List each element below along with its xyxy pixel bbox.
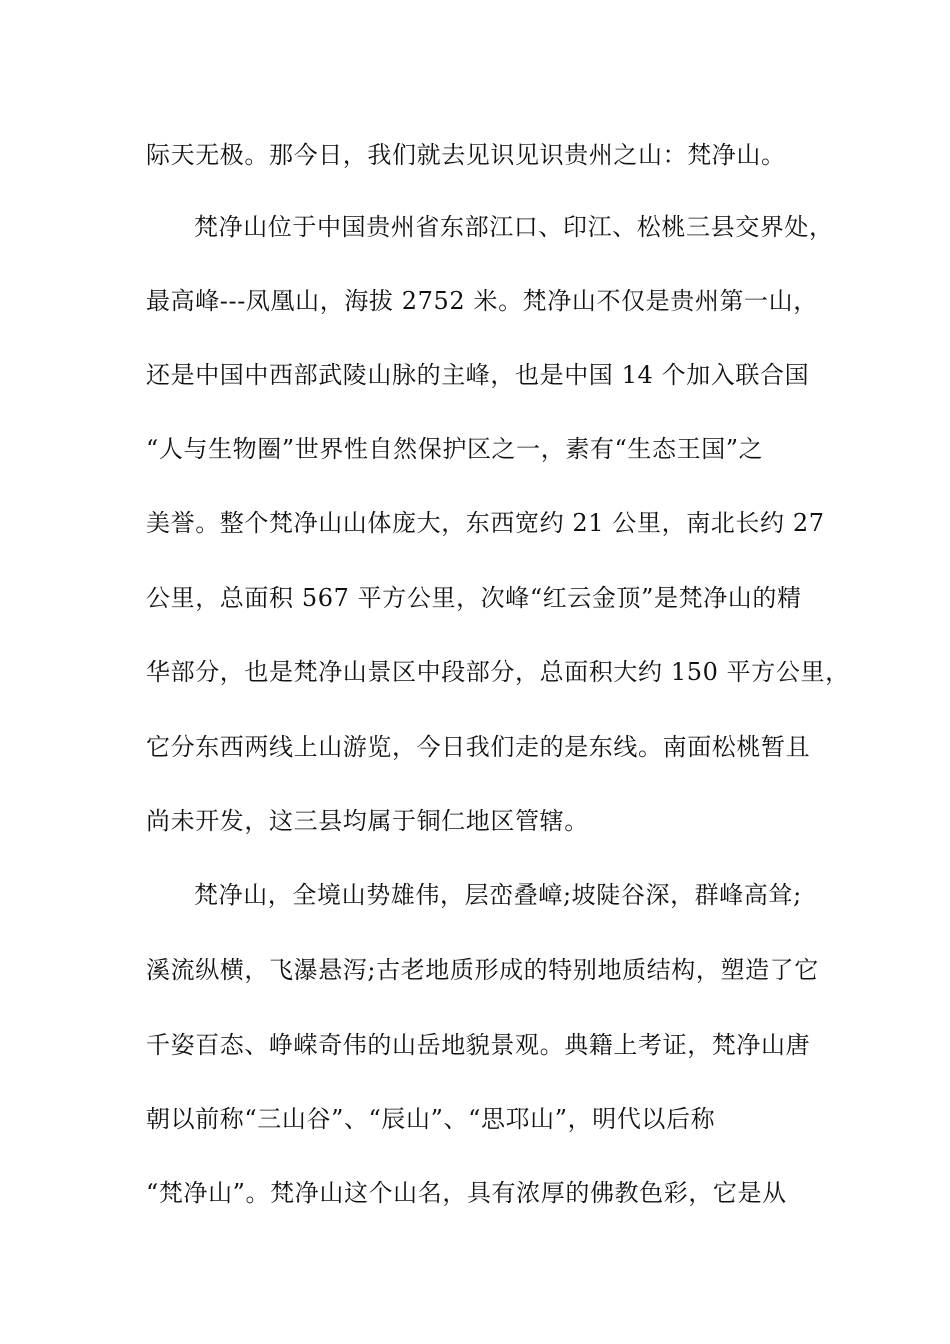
text-line: 美誉。整个梵净山山体庞大，东西宽约 21 公里，南北长约 27 (146, 509, 825, 537)
text-line: 千姿百态、峥嵘奇伟的山岳地貌景观。典籍上考证，梵净山唐 (146, 1031, 811, 1059)
text-line: “梵净山”。梵净山这个山名，具有浓厚的佛教色彩，它是从 (146, 1179, 787, 1207)
paragraph-start-line: 梵净山，全境山势雄伟，层峦叠嶂;坡陡谷深，群峰高耸; (194, 881, 802, 909)
text-line: 公里，总面积 567 平方公里，次峰“红云金顶”是梵净山的精 (146, 584, 802, 612)
text-line: 还是中国中西部武陵山脉的主峰，也是中国 14 个加入联合国 (146, 361, 810, 389)
text-line: “人与生物圈”世界性自然保护区之一，素有“生态王国”之 (146, 435, 764, 463)
paragraph-start-line: 梵净山位于中国贵州省东部江口、印江、松桃三县交界处， (194, 213, 834, 241)
text-line: 际天无极。那今日，我们就去见识见识贵州之山：梵净山。 (146, 141, 786, 169)
text-line: 尚未开发，这三县均属于铜仁地区管辖。 (146, 807, 589, 835)
text-line: 它分东西两线上山游览，今日我们走的是东线。南面松桃暂且 (146, 733, 811, 761)
text-line: 朝以前称“三山谷”、“辰山”、“思邛山”，明代以后称 (146, 1105, 716, 1133)
text-line: 最高峰---凤凰山，海拔 2752 米。梵净山不仅是贵州第一山， (146, 287, 818, 315)
text-line: 华部分，也是梵净山景区中段部分，总面积大约 150 平方公里， (146, 658, 850, 686)
text-line: 溪流纵横，飞瀑悬泻;古老地质形成的特别地质结构，塑造了它 (146, 956, 819, 984)
